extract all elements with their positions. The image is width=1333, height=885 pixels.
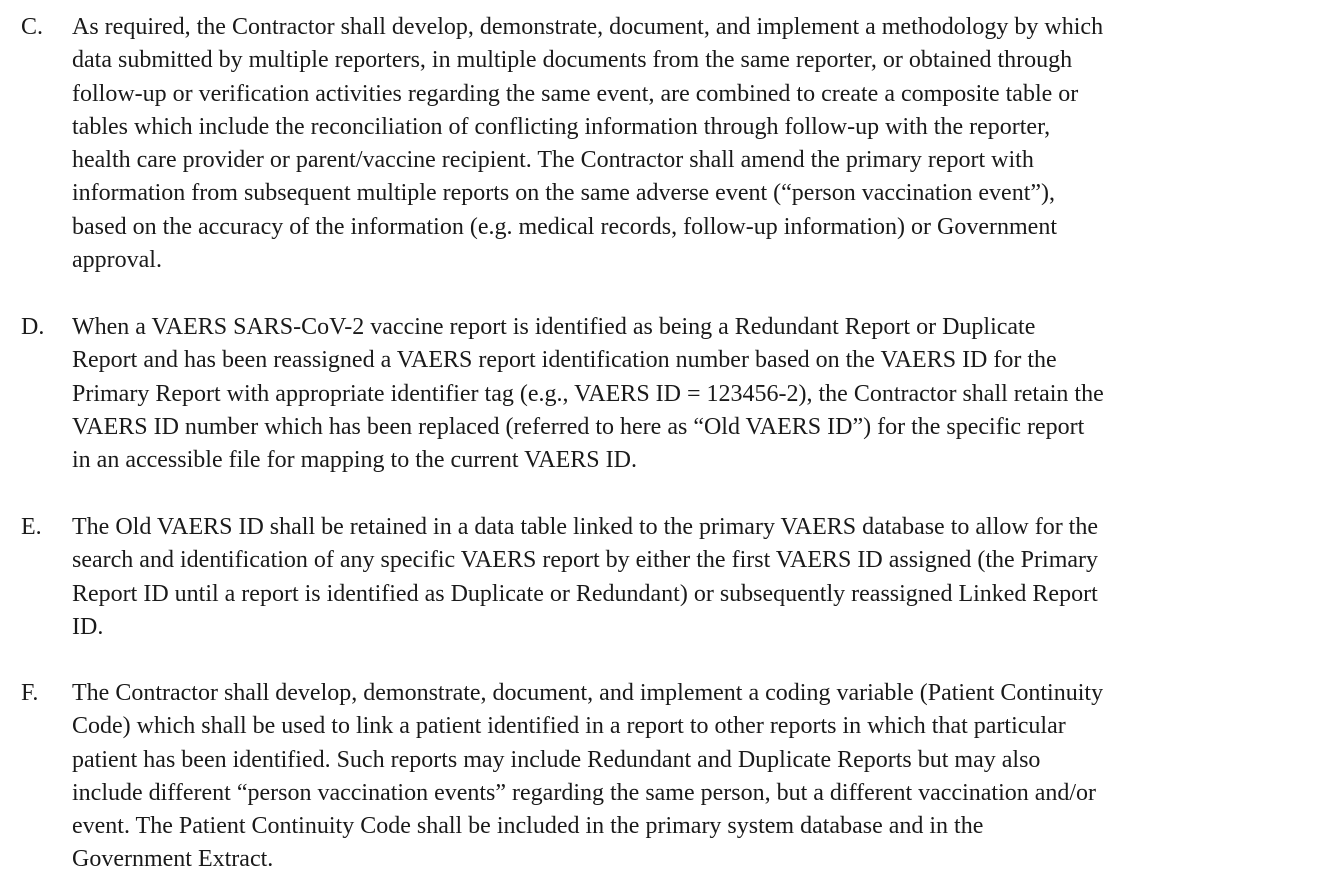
list-marker: D. xyxy=(21,314,45,340)
text-line: The Old VAERS ID shall be retained in a data table linked to the primary VAERS database to allow for the xyxy=(72,514,1098,540)
text-line: As required, the Contractor shall develop, demonstrate, document, and implement a methodology by which xyxy=(72,14,1104,40)
text-line: information from subsequent multiple reports on the same adverse event (“person vaccination event”), xyxy=(72,180,1056,207)
paragraph-text xyxy=(72,311,1317,477)
text-line: Report and has been reassigned a VAERS report identification number based on the VAERS ID for the xyxy=(72,347,1057,374)
text-line: include different “person vaccination events” regarding the same person, but a different vaccination and/or xyxy=(72,779,1097,806)
text-line: approval. xyxy=(72,247,162,274)
text-line: health care provider or parent/vaccine recipient. The Contractor shall amend the primary report with xyxy=(72,147,1034,174)
paragraph-text xyxy=(72,11,1317,277)
paragraph-text xyxy=(72,511,1317,644)
text-line: patient has been identified. Such reports may include Redundant and Duplicate Reports but may also xyxy=(72,746,1041,773)
text-line: VAERS ID number which has been replaced (referred to here as “Old VAERS ID”) for the specific report xyxy=(72,413,1085,440)
paragraph-text xyxy=(72,677,1317,877)
text-line: event. The Patient Continuity Code shall be included in the primary system database and in the xyxy=(72,813,984,840)
text-line: in an accessible file for mapping to the current VAERS ID. xyxy=(72,447,637,474)
text-line: based on the accuracy of the information (e.g. medical records, follow-up information) or Government xyxy=(72,213,1057,240)
list-marker: C. xyxy=(21,14,44,40)
text-line: search and identification of any specific VAERS report by either the first VAERS ID assigned (the Primary xyxy=(72,547,1098,574)
text-line: tables which include the reconciliation of conflicting information through follow-up with the reporter, xyxy=(72,113,1051,140)
text-line: ID. xyxy=(72,613,104,640)
text-line: Primary Report with appropriate identifier tag (e.g., VAERS ID = 123456-2), the Contractor shall retain the xyxy=(72,380,1104,407)
list-marker: F. xyxy=(21,680,39,706)
text-line: Government Extract. xyxy=(72,846,274,873)
text-line: The Contractor shall develop, demonstrate, document, and implement a coding variable (Patient Continuity xyxy=(72,680,1104,706)
list-marker: E. xyxy=(21,514,42,540)
text-line: follow-up or verification activities regarding the same event, are combined to create a composite table or xyxy=(72,80,1079,107)
text-line: data submitted by multiple reporters, in multiple documents from the same reporter, or obtained through xyxy=(72,47,1073,74)
text-line: When a VAERS SARS-CoV-2 vaccine report is identified as being a Redundant Report or Duplicate xyxy=(72,314,1036,340)
text-line: Report ID until a report is identified as Duplicate or Redundant) or subsequently reassigned Linked Report xyxy=(72,580,1098,607)
text-line: Code) which shall be used to link a patient identified in a report to other reports in which that particular xyxy=(72,713,1066,740)
